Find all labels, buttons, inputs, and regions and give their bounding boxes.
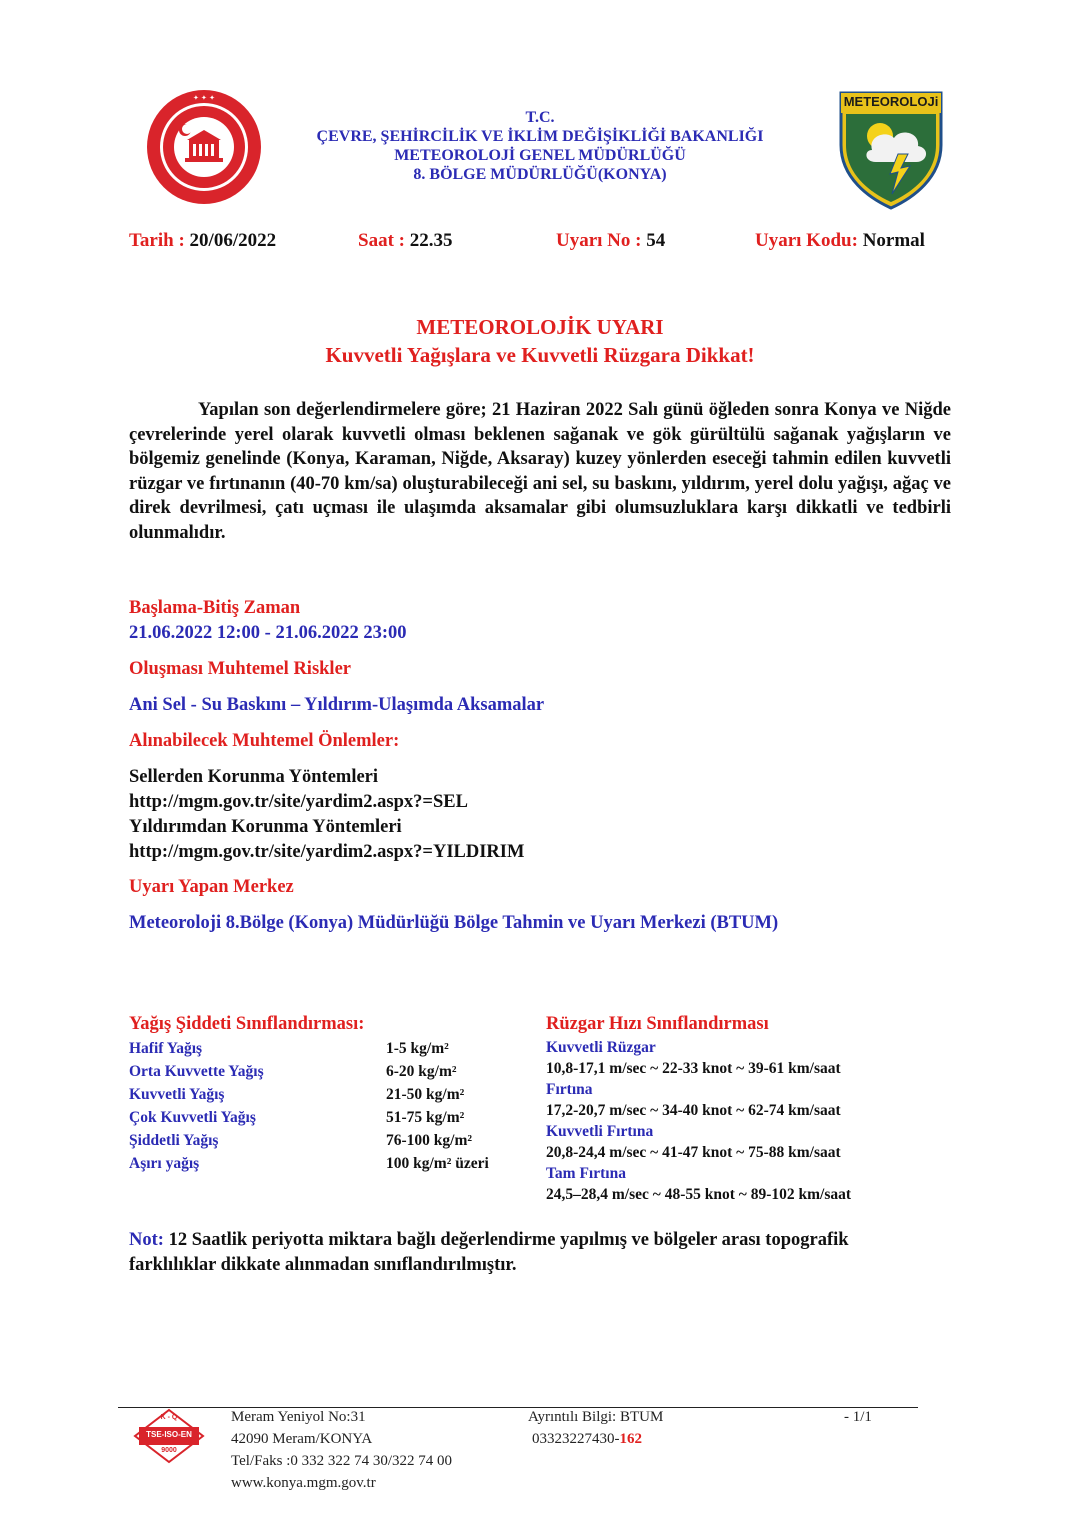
footer-info-phone-number: 03323227430- <box>532 1431 620 1447</box>
footer-info-label: Ayrıntılı Bilgi: BTUM <box>528 1409 664 1425</box>
wind-class-name: Kuvvetli Fırtına <box>546 1123 654 1140</box>
measures-flood-title: Sellerden Korunma Yöntemleri <box>129 767 379 787</box>
warning-no-value: 54 <box>646 230 666 251</box>
rain-class-name: Kuvvetli Yağış <box>129 1086 225 1103</box>
warning-no-label: Uyarı No : <box>556 230 642 251</box>
meteoroloji-logo <box>838 90 944 210</box>
rain-class-name: Hafif Yağış <box>129 1040 203 1057</box>
rain-class-name: Çok Kuvvetli Yağış <box>129 1109 256 1126</box>
tse-logo-line3: 9000 <box>161 1447 177 1454</box>
tse-certification-logo <box>133 1408 205 1464</box>
measures-flood-link[interactable]: http://mgm.gov.tr/site/yardim2.aspx?=SEL <box>129 792 468 812</box>
footer-website[interactable]: www.konya.mgm.gov.tr <box>231 1475 376 1491</box>
rain-class-name: Aşırı yağış <box>129 1155 200 1172</box>
rain-table-row <box>129 1155 529 1178</box>
footer-info-extension: 162 <box>619 1431 642 1447</box>
rain-class-value: 6-20 kg/m² <box>386 1063 457 1080</box>
wind-class-name: Tam Fırtına <box>546 1165 626 1182</box>
wind-table-title: Rüzgar Hızı Sınıflandırması <box>546 1014 769 1034</box>
date-value: 20/06/2022 <box>189 230 277 251</box>
rain-class-value: 100 kg/m² üzeri <box>386 1155 489 1172</box>
note-label: Not: <box>129 1230 164 1250</box>
time-field <box>358 230 452 252</box>
footer-page-number: - 1/1 <box>844 1409 872 1425</box>
footer-address-line2: 42090 Meram/KONYA <box>231 1431 373 1447</box>
date-label: Tarih : <box>129 230 185 251</box>
wind-class-name: Kuvvetli Rüzgar <box>546 1039 656 1056</box>
classification-note <box>129 1228 889 1278</box>
rain-table-row <box>129 1063 529 1086</box>
measures-label: Alınabilecek Muhtemel Önlemler: <box>129 731 400 751</box>
warning-code-label: Uyarı Kodu: <box>755 230 858 251</box>
header-line-regional-directorate: 8. BÖLGE MÜDÜRLÜĞÜ(KONYA) <box>413 166 667 183</box>
center-label: Uyarı Yapan Merkez <box>129 877 294 897</box>
rain-class-name: Orta Kuvvette Yağış <box>129 1063 264 1080</box>
tse-logo-line2: TSE-ISO-EN <box>146 1430 192 1439</box>
rain-class-value: 21-50 kg/m² <box>386 1086 465 1103</box>
footer-address-line1: Meram Yeniyol No:31 <box>231 1409 366 1425</box>
header-institution <box>230 108 850 184</box>
risks-label: Oluşması Muhtemel Riskler <box>129 659 351 679</box>
warning-body-paragraph: Yapılan son değerlendirmelere göre; 21 Haziran 2022 Salı günü öğleden sonra Konya ve Niğde çevrelerinde yerel olarak kuvvetli olması beklenen sağanak ve gök gürültülü sağanak yağışların ve bölgemiz genelinde (Konya, Karaman, Niğde, Aksaray) kuzey yönlerden eseceği tahmin edilen kuvvetli rüzgar ve fırtınanın (40-70 km/sa) oluşturabileceği ani sel, su baskını, yıldırım, yerel dolu yağışı, ağaç ve direk devrilmesi, çatı uçması ile ulaşımda aksamalar gibi olumsuzluklara karşı dikkatli ve tedbirli olunmalıdır. <box>129 400 951 543</box>
document-title: METEOROLOJİK UYARI <box>416 315 664 339</box>
measures-lightning-title: Yıldırımdan Korunma Yöntemleri <box>129 817 402 837</box>
rain-table-row <box>129 1040 529 1063</box>
wind-class-value: 24,5–28,4 m/sec ~ 48-55 knot ~ 89-102 km/saat <box>546 1186 852 1203</box>
document-subtitle: Kuvvetli Yağışlara ve Kuvvetli Rüzgara Dikkat! <box>325 343 755 367</box>
wind-class-name: Fırtına <box>546 1081 593 1098</box>
warning-code-field <box>755 230 925 252</box>
svg-text:✦ ✦ ✦: ✦ ✦ ✦ <box>192 94 216 102</box>
wind-class-value: 20,8-24,4 m/sec ~ 41-47 knot ~ 75-88 km/saat <box>546 1144 841 1161</box>
meteoroloji-logo-text: METEOROLOJi <box>843 94 939 109</box>
rain-class-name: Şiddetli Yağış <box>129 1132 219 1149</box>
date-field <box>129 230 276 252</box>
warning-no-field <box>556 230 665 252</box>
time-label: Saat : <box>358 230 405 251</box>
note-text: 12 Saatlik periyotta miktara bağlı değerlendirme yapılmış ve bölgeler arası topografik farklılıklar dikkate alınmadan sınıflandırılmıştır. <box>129 1230 849 1275</box>
period-value: 21.06.2022 12:00 - 21.06.2022 23:00 <box>129 623 407 643</box>
period-label: Başlama-Bitiş Zaman <box>129 598 301 618</box>
footer-info-phone <box>532 1431 642 1448</box>
header-line-general-directorate: METEOROLOJİ GENEL MÜDÜRLÜĞÜ <box>394 147 686 164</box>
tse-logo-line1: K - Q <box>160 1414 178 1421</box>
wind-class-value: 10,8-17,1 m/sec ~ 22-33 knot ~ 39-61 km/saat <box>546 1060 841 1077</box>
rain-class-value: 51-75 kg/m² <box>386 1109 465 1126</box>
measures-lightning-link[interactable]: http://mgm.gov.tr/site/yardim2.aspx?=YILDIRIM <box>129 842 525 862</box>
risks-value: Ani Sel - Su Baskını – Yıldırım-Ulaşımda Aksamalar <box>129 695 545 715</box>
footer-phone: Tel/Faks :0 332 322 74 30/322 74 00 <box>231 1453 453 1469</box>
header-line-ministry: ÇEVRE, ŞEHİRCİLİK VE İKLİM DEĞİŞİKLİĞİ BAKANLIĞI <box>316 128 764 145</box>
rain-table-row <box>129 1086 529 1109</box>
rain-table-row <box>129 1132 529 1155</box>
wind-class-value: 17,2-20,7 m/sec ~ 34-40 knot ~ 62-74 km/saat <box>546 1102 841 1119</box>
rain-table-title: Yağış Şiddeti Sınıflandırması: <box>129 1014 365 1034</box>
header-line-tc: T.C. <box>525 109 555 126</box>
footer-divider <box>118 1407 918 1408</box>
rain-class-value: 1-5 kg/m² <box>386 1040 449 1057</box>
rain-class-value: 76-100 kg/m² <box>386 1132 473 1149</box>
time-value: 22.35 <box>409 230 453 251</box>
warning-code-value: Normal <box>862 230 925 251</box>
rain-table-row <box>129 1109 529 1132</box>
center-value: Meteoroloji 8.Bölge (Konya) Müdürlüğü Bölge Tahmin ve Uyarı Merkezi (BTUM) <box>129 913 779 933</box>
